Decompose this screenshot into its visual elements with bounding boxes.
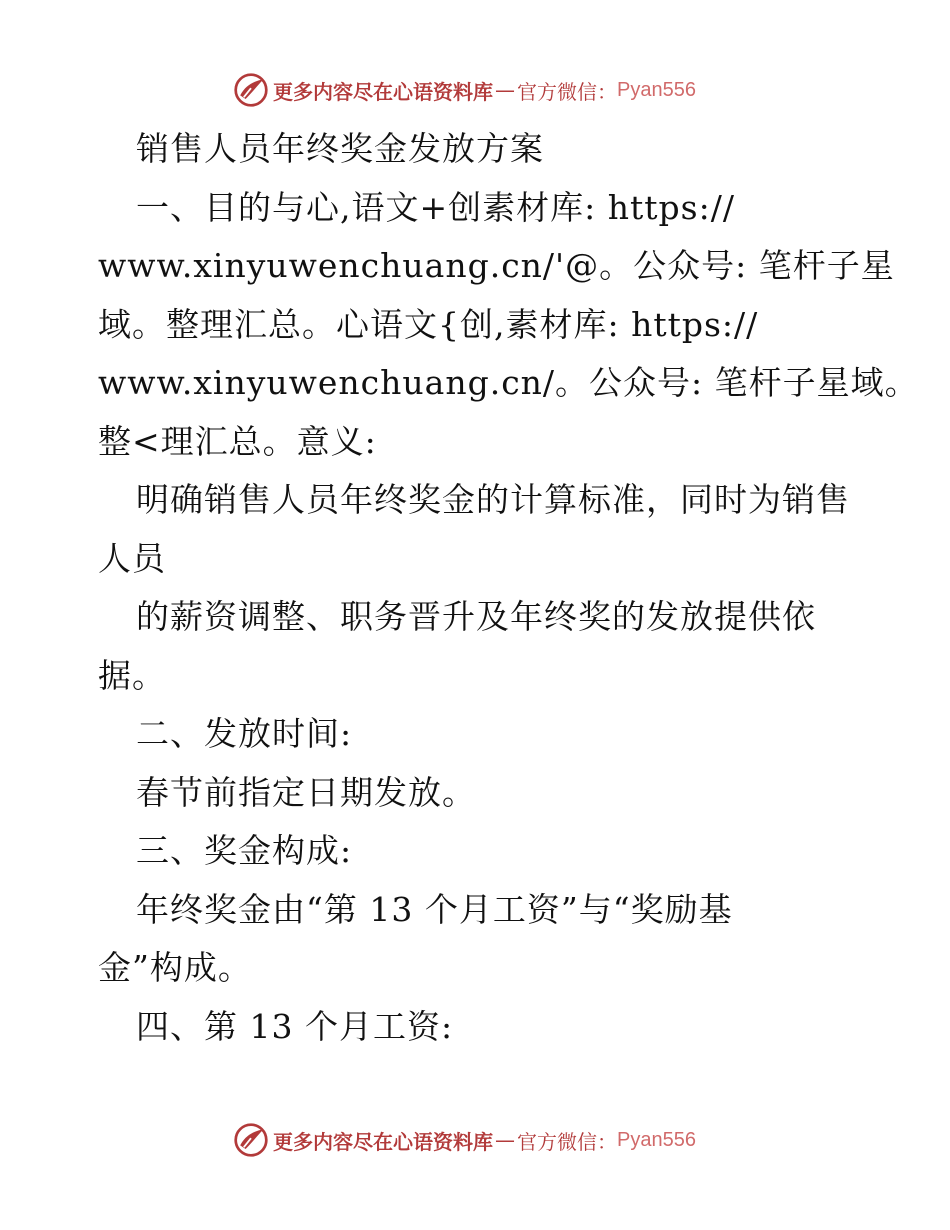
banner-title: 更多内容尽在心语资料库 — [273, 1129, 493, 1154]
banner-wechat-id: Pyan556 — [617, 78, 696, 101]
doc-line: 春节前指定日期发放。 — [136, 772, 476, 812]
doc-line: 一、目的与心,语文+创素材库: https:// — [136, 187, 735, 227]
section-heading: 三、奖金构成: — [136, 831, 353, 870]
header-banner — [233, 70, 696, 110]
doc-line: 整<理汇总。意义: — [98, 421, 377, 461]
footer-banner — [233, 1120, 696, 1160]
doc-line: 据。 — [98, 655, 166, 695]
section-heading: 二、发放时间: — [136, 714, 353, 753]
section-heading: 四、第 13 个月工资: — [136, 1006, 454, 1046]
doc-line: 年终奖金由“第 13 个月工资”与“奖励基 — [136, 889, 733, 929]
doc-line: www.xinyuwenchuang.cn/。公众号: 笔杆子星域。 — [98, 363, 919, 402]
doc-line: 金”构成。 — [98, 948, 252, 987]
doc-line: 人员 — [98, 538, 166, 578]
document-body — [98, 120, 919, 1056]
doc-line: www.xinyuwenchuang.cn/'@。公众号: 笔杆子星 — [98, 246, 895, 285]
banner-wechat-label: 官方微信： — [517, 1129, 617, 1154]
doc-line: 的薪资调整、职务晋升及年终奖的发放提供依 — [136, 597, 816, 636]
banner-wechat-id: Pyan556 — [617, 1128, 696, 1151]
doc-line: 明确销售人员年终奖金的计算标准，同时为销售 — [136, 480, 850, 519]
banner-wechat-label: 官方微信： — [517, 79, 617, 104]
banner-separator: — — [495, 78, 515, 102]
doc-line: 域。整理汇总。心语文{创,素材库: https:// — [98, 304, 759, 344]
doc-title: 销售人员年终奖金发放方案 — [136, 129, 544, 168]
banner-separator: — — [495, 1128, 515, 1152]
pen-nib-logo-icon — [233, 72, 269, 108]
banner-title: 更多内容尽在心语资料库 — [273, 79, 493, 104]
pen-nib-logo-icon — [233, 1122, 269, 1158]
